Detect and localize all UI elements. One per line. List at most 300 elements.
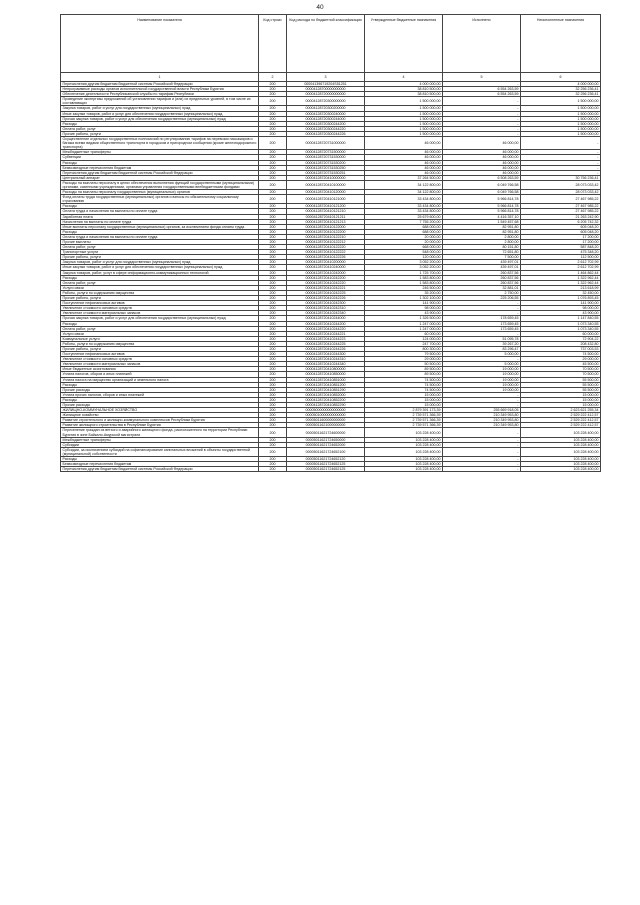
row-executed-cell: - xyxy=(443,442,521,447)
row-unexecuted-cell: 55 500,00 xyxy=(521,387,601,392)
row-executed-cell: - xyxy=(443,306,521,311)
row-kbk-code-cell: 00004128720410850000 xyxy=(287,372,365,377)
row-approved-cell: 688 000,00 xyxy=(365,224,443,229)
row-unexecuted-cell: 475 348,20 xyxy=(521,250,601,255)
row-approved-cell: 2 879 391 173,39 xyxy=(365,408,443,413)
row-kbk-code-cell: 000041396719204S51251 xyxy=(287,82,365,87)
row-executed-cell: - xyxy=(443,131,521,136)
row-executed-cell: - xyxy=(443,437,521,442)
row-unexecuted-cell: 1 500 000,00 xyxy=(521,121,601,126)
row-executed-cell: 82 951,80 xyxy=(443,229,521,234)
row-approved-cell: 46 000,00 xyxy=(365,155,443,160)
column-numbers-row xyxy=(61,73,601,82)
row-executed-cell: 1 549 457,68 xyxy=(443,219,521,224)
row-unexecuted-cell: 605 048,20 xyxy=(521,224,601,229)
row-approved-cell: 37 264 500,00 xyxy=(365,175,443,180)
row-name-cell: Работы, услуги по содержанию имущества xyxy=(61,341,259,346)
row-approved-cell: 20 000,00 xyxy=(365,240,443,245)
row-kbk-code-cell: 00004128720731500000 xyxy=(287,150,365,155)
row-kbk-code-cell: 00004128720000000000 xyxy=(287,92,365,97)
row-unexecuted-cell: 2 529 222 412,57 xyxy=(521,418,601,423)
row-approved-cell: 50 500,00 xyxy=(365,362,443,367)
row-unexecuted-cell: 737 003,53 xyxy=(521,346,601,351)
row-kbk-code-cell: 00005011621724650000 xyxy=(287,437,365,442)
row-kbk-code-cell: 00004128720410121210 xyxy=(287,209,365,214)
row-approved-cell: 29 000,00 xyxy=(365,357,443,362)
row-name-cell: Прочие расходы xyxy=(61,387,259,392)
row-unexecuted-cell: 1 073 340,55 xyxy=(521,321,601,326)
row-name-cell: Иные выплаты персоналу государственных (муниципальных) органов, за исключением фонда оплаты труда xyxy=(61,224,259,229)
row-approved-cell: 103 228 400,00 xyxy=(365,467,443,472)
row-line-code-cell: 200 xyxy=(259,372,287,377)
row-approved-cell: 38 810 500,00 xyxy=(365,87,443,92)
row-kbk-code-cell: 00004128720410242225 xyxy=(287,290,365,295)
row-executed-cell: - xyxy=(443,428,521,437)
row-name-cell: Расходы xyxy=(61,121,259,126)
row-approved-cell: 1 302 100,00 xyxy=(365,296,443,301)
row-unexecuted-cell: 605 048,20 xyxy=(521,229,601,234)
row-kbk-code-cell: 00005011621724652120 xyxy=(287,457,365,462)
row-name-cell: Прочие выплаты xyxy=(61,240,259,245)
row-name-cell: Субвенции xyxy=(61,155,259,160)
row-name-cell: Увеличение стоимости основных средств xyxy=(61,306,259,311)
row-kbk-code-cell: 00004128720731530251 xyxy=(287,170,365,175)
row-kbk-code-cell: 00004128720410852290 xyxy=(287,403,365,408)
row-kbk-code-cell: 00004128720410851000 xyxy=(287,377,365,382)
row-unexecuted-cell: 103 228 400,00 xyxy=(521,467,601,472)
row-unexecuted-cell: 2 612 702,99 xyxy=(521,260,601,265)
row-kbk-code-cell: 00004128720410244200 xyxy=(287,321,365,326)
row-approved-cell: 34 122 800,00 xyxy=(365,180,443,189)
row-executed-cell: 46 000,00 xyxy=(443,170,521,175)
row-executed-cell: - xyxy=(443,397,521,402)
row-approved-cell: 74 500,00 xyxy=(365,377,443,382)
row-executed-cell: 19 000,00 xyxy=(443,382,521,387)
row-kbk-code-cell: 00004128720731530250 xyxy=(287,165,365,170)
row-kbk-code-cell: 00004128720410122200 xyxy=(287,229,365,234)
column-number: 2 xyxy=(259,73,287,82)
row-line-code-cell: 200 xyxy=(259,255,287,260)
row-unexecuted-cell: 1 500 000,00 xyxy=(521,97,601,106)
row-approved-cell: 668 000,00 xyxy=(365,245,443,250)
row-line-code-cell: 200 xyxy=(259,423,287,428)
table-row xyxy=(61,467,601,472)
row-executed-cell: 2 800,00 xyxy=(443,234,521,239)
row-approved-cell: 103 228 400,00 xyxy=(365,428,443,437)
row-approved-cell: 103 228 400,00 xyxy=(365,437,443,442)
row-unexecuted-cell: 17 200,00 xyxy=(521,234,601,239)
row-unexecuted-cell: - xyxy=(521,155,601,160)
row-line-code-cell: 200 xyxy=(259,180,287,189)
table-row xyxy=(61,428,601,437)
row-name-cell: Расходы xyxy=(61,397,259,402)
row-executed-cell: 39 267,20 xyxy=(443,341,521,346)
row-approved-cell: 43 900,00 xyxy=(365,311,443,316)
row-name-cell: Безвозмездные перечисления бюджетам xyxy=(61,165,259,170)
row-kbk-code-cell: 00004128720410122220 xyxy=(287,245,365,250)
row-approved-cell: 74 500,00 xyxy=(365,382,443,387)
row-line-code-cell: 200 xyxy=(259,413,287,418)
row-kbk-code-cell: 00004128720410242340 xyxy=(287,311,365,316)
row-executed-cell: 6 554 263,59 xyxy=(443,87,521,92)
row-unexecuted-cell: 2 529 222 412,57 xyxy=(521,413,601,418)
row-approved-cell: 1 725 700,00 xyxy=(365,270,443,275)
row-executed-cell: 5 966 814,78 xyxy=(443,204,521,209)
row-approved-cell: 33 434 800,00 xyxy=(365,209,443,214)
row-name-cell: Перечисления другим бюджетам бюджетной системы Российской Федерации xyxy=(61,467,259,472)
row-kbk-code-cell: 00005011621724652100 xyxy=(287,447,365,456)
row-line-code-cell: 200 xyxy=(259,457,287,462)
row-name-cell: Транспортные услуги xyxy=(61,250,259,255)
row-line-code-cell: 200 xyxy=(259,87,287,92)
row-line-code-cell: 200 xyxy=(259,229,287,234)
row-name-cell: Поступление нефинансовых активов xyxy=(61,301,259,306)
row-name-cell: Расходы xyxy=(61,457,259,462)
row-line-code-cell: 200 xyxy=(259,467,287,472)
row-name-cell: Услуги связи xyxy=(61,331,259,336)
row-name-cell: Межбюджетные трансферты xyxy=(61,437,259,442)
row-name-cell: Прочая закупка товаров, работ и услуг для обеспечения государственных (муниципальных) нужд xyxy=(61,316,259,321)
row-name-cell: Субсидии xyxy=(61,442,259,447)
row-line-code-cell: 200 xyxy=(259,346,287,351)
row-line-code-cell: 200 xyxy=(259,204,287,209)
row-executed-cell: - xyxy=(443,106,521,111)
header-name: Наименование показателя xyxy=(61,15,259,73)
row-unexecuted-cell: 6 205 742,32 xyxy=(521,219,601,224)
row-unexecuted-cell: 15 000,00 xyxy=(521,397,601,402)
row-line-code-cell: 200 xyxy=(259,382,287,387)
row-line-code-cell: 200 xyxy=(259,285,287,290)
row-executed-cell: - xyxy=(443,301,521,306)
row-kbk-code-cell: 00005011621724600000 xyxy=(287,428,365,437)
row-kbk-code-cell: 00004128720410242000 xyxy=(287,270,365,275)
row-kbk-code-cell: 00005011621000000000 xyxy=(287,423,365,428)
row-executed-cell: 6 049 766,58 xyxy=(443,190,521,195)
row-unexecuted-cell: - xyxy=(521,170,601,175)
header-approved: Утвержденные бюджетные назначения xyxy=(365,15,443,73)
row-name-cell: Непрограммные расходы органов исполнительной государственной власти Республики Бурятия xyxy=(61,87,259,92)
row-unexecuted-cell: 103 228 400,00 xyxy=(521,447,601,456)
row-approved-cell: 20 000,00 xyxy=(365,234,443,239)
row-name-cell: Безвозмездные перечисления бюджетам xyxy=(61,462,259,467)
row-name-cell: Фонд оплаты труда государственных (муниципальных) органов и взносы по обязательному социальному страхованию xyxy=(61,195,259,204)
row-unexecuted-cell: 4 000 000,00 xyxy=(521,82,601,87)
row-name-cell: Расходы xyxy=(61,275,259,280)
row-unexecuted-cell: 1 500 000,00 xyxy=(521,111,601,116)
row-name-cell: Оплата труда и начисления на выплаты по оплате труда xyxy=(61,209,259,214)
row-kbk-code-cell: 00004128720410242221 xyxy=(287,285,365,290)
row-executed-cell: 178 659,45 xyxy=(443,316,521,321)
row-line-code-cell: 200 xyxy=(259,97,287,106)
row-approved-cell: 1 500 000,00 xyxy=(365,97,443,106)
row-executed-cell: 46 000,00 xyxy=(443,165,521,170)
row-line-code-cell: 200 xyxy=(259,214,287,219)
row-approved-cell: 46 000,00 xyxy=(365,137,443,150)
row-approved-cell: 98 000,00 xyxy=(365,306,443,311)
row-line-code-cell: 200 xyxy=(259,224,287,229)
row-unexecuted-cell: 141 900,00 xyxy=(521,301,601,306)
row-unexecuted-cell: 1 500 000,00 xyxy=(521,126,601,131)
row-kbk-code-cell: 00004128720410800000 xyxy=(287,367,365,372)
row-executed-cell: 19 000,00 xyxy=(443,377,521,382)
row-executed-cell: 6 508 263,59 xyxy=(443,175,521,180)
row-approved-cell: 3 052 200,00 xyxy=(365,265,443,270)
row-kbk-code-cell: 00004128720410242300 xyxy=(287,301,365,306)
row-kbk-code-cell: 00005011621724652000 xyxy=(287,442,365,447)
row-unexecuted-cell: 2 623 621 255,34 xyxy=(521,408,601,413)
row-name-cell: Прочие расходы xyxy=(61,403,259,408)
row-unexecuted-cell: 45 500,00 xyxy=(521,362,601,367)
row-unexecuted-cell: 1 147 840,55 xyxy=(521,316,601,321)
row-line-code-cell: 200 xyxy=(259,92,287,97)
row-executed-cell: 5 966 814,78 xyxy=(443,209,521,214)
row-line-code-cell: 200 xyxy=(259,270,287,275)
column-number: 6 xyxy=(521,73,601,82)
row-unexecuted-cell: 1 073 340,55 xyxy=(521,326,601,331)
row-unexecuted-cell: 1 322 962,44 xyxy=(521,275,601,280)
row-executed-cell: - xyxy=(443,116,521,121)
row-name-cell: Увеличение стоимости основных средств xyxy=(61,357,259,362)
row-name-cell: Расходы на выплаты персоналу в целях обеспечения выполнения функций государственными (муниципальными) органами, казенными учреждениями, органами управления государственными внебюджетными фондами xyxy=(61,180,259,189)
row-line-code-cell: 200 xyxy=(259,362,287,367)
row-approved-cell: 1 500 000,00 xyxy=(365,121,443,126)
row-name-cell: Оплата работ, услуг xyxy=(61,326,259,331)
row-name-cell: Уплата налога на имущество организаций и земельного налога xyxy=(61,377,259,382)
table-row xyxy=(61,195,601,204)
row-executed-cell: 225 206,55 xyxy=(443,296,521,301)
row-approved-cell: 1 247 000,00 xyxy=(365,326,443,331)
row-executed-cell: - xyxy=(443,311,521,316)
row-name-cell: Иные закупки товаров, работ и услуг для обеспечения государственных (муниципальных) нужд xyxy=(61,265,259,270)
row-executed-cell: - xyxy=(443,357,521,362)
row-unexecuted-cell: 70 500,00 xyxy=(521,367,601,372)
row-line-code-cell: 200 xyxy=(259,290,287,295)
row-kbk-code-cell: 00004128720410242226 xyxy=(287,296,365,301)
row-name-cell: Развитие жилищного строительства в Республике Бурятия xyxy=(61,423,259,428)
row-line-code-cell: 200 xyxy=(259,462,287,467)
row-kbk-code-cell: 00004128720410851200 xyxy=(287,382,365,387)
row-approved-cell: 1 500 000,00 xyxy=(365,116,443,121)
row-name-cell: Прочие работы, услуги xyxy=(61,255,259,260)
row-line-code-cell: 200 xyxy=(259,111,287,116)
row-unexecuted-cell: 1 322 962,44 xyxy=(521,280,601,285)
row-unexecuted-cell: 2 529 222 412,57 xyxy=(521,423,601,428)
row-kbk-code-cell: 00004128720410242200 xyxy=(287,275,365,280)
row-line-code-cell: 200 xyxy=(259,160,287,165)
row-kbk-code-cell: 00005010000000000000 xyxy=(287,413,365,418)
header-unexecuted: Неисполненные назначения xyxy=(521,15,601,73)
row-kbk-code-cell: 00004128720300244220 xyxy=(287,126,365,131)
row-executed-cell: 2 750,00 xyxy=(443,290,521,295)
column-number: 1 xyxy=(61,73,259,82)
row-unexecuted-cell: 70 500,00 xyxy=(521,372,601,377)
row-kbk-code-cell: 00004128720410122000 xyxy=(287,224,365,229)
row-kbk-code-cell: 00004128720731000000 xyxy=(287,137,365,150)
row-line-code-cell: 200 xyxy=(259,275,287,280)
row-name-cell: Иные закупки товаров, работ и услуг для обеспечения государственных (муниципальных) нужд xyxy=(61,111,259,116)
row-executed-cell: 51 095,78 xyxy=(443,336,521,341)
header-executed: Исполнено xyxy=(443,15,521,73)
row-unexecuted-cell: 74 500,00 xyxy=(521,352,601,357)
row-approved-cell: 33 434 800,00 xyxy=(365,195,443,204)
row-kbk-code-cell: 00004128720300240000 xyxy=(287,111,365,116)
row-executed-cell: 72 651,80 xyxy=(443,250,521,255)
row-approved-cell: 103 228 400,00 xyxy=(365,462,443,467)
row-name-cell: Услуги связи xyxy=(61,285,259,290)
row-line-code-cell: 200 xyxy=(259,175,287,180)
row-line-code-cell: 200 xyxy=(259,121,287,126)
row-executed-cell: 46 000,00 xyxy=(443,160,521,165)
row-executed-cell: 260 837,56 xyxy=(443,275,521,280)
row-name-cell: Увеличение стоимости материальных запасов xyxy=(61,362,259,367)
row-approved-cell: 1 500 000,00 xyxy=(365,126,443,131)
row-name-cell: Уплата налогов, сборов и иных платежей xyxy=(61,372,259,377)
row-name-cell: ЖИЛИЩНО-КОММУНАЛЬНОЕ ХОЗЯЙСТВО xyxy=(61,408,259,413)
row-approved-cell: 34 122 800,00 xyxy=(365,190,443,195)
row-unexecuted-cell: - xyxy=(521,165,601,170)
row-executed-cell: 82 951,80 xyxy=(443,224,521,229)
row-executed-cell: 19 000,00 xyxy=(443,372,521,377)
row-approved-cell: 1 500 000,00 xyxy=(365,131,443,136)
row-kbk-code-cell: 00004128720410122226 xyxy=(287,255,365,260)
row-kbk-code-cell: 00005011621724652125 xyxy=(287,462,365,467)
row-line-code-cell: 200 xyxy=(259,260,287,265)
row-line-code-cell: 200 xyxy=(259,165,287,170)
row-unexecuted-cell: 587 848,20 xyxy=(521,245,601,250)
row-approved-cell: 1 326 500,00 xyxy=(365,316,443,321)
row-kbk-code-cell: 00004128720410244340 xyxy=(287,362,365,367)
row-name-cell: Расходы xyxy=(61,382,259,387)
row-approved-cell: 60 000,00 xyxy=(365,331,443,336)
row-line-code-cell: 200 xyxy=(259,301,287,306)
row-unexecuted-cell: 1 500 000,00 xyxy=(521,131,601,136)
row-name-cell: Поступление нефинансовых активов xyxy=(61,352,259,357)
row-executed-cell: 6 049 766,58 xyxy=(443,180,521,189)
row-unexecuted-cell: 55 500,00 xyxy=(521,377,601,382)
row-unexecuted-cell: 103 228 400,00 xyxy=(521,442,601,447)
row-approved-cell: 79 500,00 xyxy=(365,352,443,357)
row-line-code-cell: 200 xyxy=(259,392,287,397)
row-line-code-cell: 200 xyxy=(259,280,287,285)
row-executed-cell: - xyxy=(443,97,521,106)
row-unexecuted-cell: 27 467 985,22 xyxy=(521,209,601,214)
row-kbk-code-cell: 00004128720410244310 xyxy=(287,357,365,362)
row-line-code-cell: 200 xyxy=(259,437,287,442)
row-kbk-code-cell: 00004128720410122210 xyxy=(287,234,365,239)
row-unexecuted-cell: 98 000,00 xyxy=(521,306,601,311)
row-unexecuted-cell: 103 228 400,00 xyxy=(521,437,601,442)
row-kbk-code-cell: 00004128720410120000 xyxy=(287,190,365,195)
row-line-code-cell: 200 xyxy=(259,131,287,136)
row-executed-cell: 5 000,00 xyxy=(443,362,521,367)
row-executed-cell: 260 837,56 xyxy=(443,280,521,285)
row-executed-cell: 4 416 357,10 xyxy=(443,214,521,219)
row-approved-cell: 15 000,00 xyxy=(365,397,443,402)
row-unexecuted-cell: 103 228 400,00 xyxy=(521,457,601,462)
row-unexecuted-cell: 103 228 400,00 xyxy=(521,428,601,437)
row-unexecuted-cell: 60 000,00 xyxy=(521,331,601,336)
row-line-code-cell: 200 xyxy=(259,296,287,301)
row-name-cell: Расходы xyxy=(61,229,259,234)
row-unexecuted-cell: - xyxy=(521,160,601,165)
row-executed-cell: - xyxy=(443,126,521,131)
row-name-cell: Обеспечение деятельности Республиканской службы по тарифам Республики xyxy=(61,92,259,97)
row-executed-cell: 210 349 953,80 xyxy=(443,413,521,418)
row-approved-cell: 46 000,00 xyxy=(365,170,443,175)
row-approved-cell: 103 228 400,00 xyxy=(365,447,443,456)
row-approved-cell: 141 900,00 xyxy=(365,301,443,306)
budget-execution-table xyxy=(60,14,601,472)
row-line-code-cell: 200 xyxy=(259,336,287,341)
row-name-cell: Коммунальные услуги xyxy=(61,336,259,341)
row-executed-cell: 46 000,00 xyxy=(443,155,521,160)
row-kbk-code-cell: 00004128720410244226 xyxy=(287,346,365,351)
row-name-cell: Расходы xyxy=(61,160,259,165)
row-name-cell: Иные бюджетные ассигнования xyxy=(61,367,259,372)
row-kbk-code-cell: 00004128720300244000 xyxy=(287,116,365,121)
row-unexecuted-cell: 1 464 862,44 xyxy=(521,270,601,275)
row-unexecuted-cell: 27 467 985,22 xyxy=(521,195,601,204)
row-line-code-cell: 200 xyxy=(259,155,287,160)
row-executed-cell: - xyxy=(443,467,521,472)
row-line-code-cell: 200 xyxy=(259,397,287,402)
row-kbk-code-cell: 00004128720410200000 xyxy=(287,260,365,265)
row-name-cell: Работы, услуги по содержанию имущества xyxy=(61,290,259,295)
row-line-code-cell: 200 xyxy=(259,316,287,321)
row-unexecuted-cell: 72 904,22 xyxy=(521,336,601,341)
row-unexecuted-cell: 29 000,00 xyxy=(521,357,601,362)
row-approved-cell: 1 500 000,00 xyxy=(365,111,443,116)
row-approved-cell: 89 500,00 xyxy=(365,367,443,372)
row-kbk-code-cell: 00004128720410851290 xyxy=(287,387,365,392)
row-kbk-code-cell: 00004128720410244220 xyxy=(287,326,365,331)
row-name-cell: Закупка товаров, работ и услуг для государственных (муниципальных) нужд xyxy=(61,106,259,111)
row-executed-cell: 19 000,00 xyxy=(443,387,521,392)
row-executed-cell: 83 296,47 xyxy=(443,346,521,351)
row-unexecuted-cell: 32 256 236,41 xyxy=(521,87,601,92)
row-approved-cell: 800 300,00 xyxy=(365,346,443,351)
row-approved-cell: 15 000,00 xyxy=(365,403,443,408)
row-kbk-code-cell: 00004128720410242220 xyxy=(287,280,365,285)
row-approved-cell: 7 755 200,00 xyxy=(365,219,443,224)
row-approved-cell: 38 810 500,00 xyxy=(365,92,443,97)
row-executed-cell: 173 659,45 xyxy=(443,326,521,331)
row-kbk-code-cell: 00004128720410122222 xyxy=(287,250,365,255)
row-kbk-code-cell: 00004128720410121000 xyxy=(287,195,365,204)
row-unexecuted-cell: 21 263 242,90 xyxy=(521,214,601,219)
row-executed-cell: - xyxy=(443,447,521,456)
row-unexecuted-cell: 15 000,00 xyxy=(521,403,601,408)
row-kbk-code-cell: 00004128720410121200 xyxy=(287,204,365,209)
row-kbk-code-cell: 00004128720410242310 xyxy=(287,306,365,311)
row-executed-cell: 5 966 814,78 xyxy=(443,195,521,204)
row-name-cell: Межбюджетные трансферты xyxy=(61,150,259,155)
row-kbk-code-cell: 00004128720410121213 xyxy=(287,219,365,224)
row-approved-cell: 3 052 200,00 xyxy=(365,260,443,265)
row-executed-cell: 2 800,00 xyxy=(443,240,521,245)
row-name-cell: Заработная плата xyxy=(61,214,259,219)
row-kbk-code-cell: 00004128720410121211 xyxy=(287,214,365,219)
row-line-code-cell: 200 xyxy=(259,352,287,357)
table-row xyxy=(61,97,601,106)
row-name-cell: Перечисления другим бюджетам бюджетной системы Российской Федерации xyxy=(61,82,259,87)
row-kbk-code-cell: 00004128720410000000 xyxy=(287,175,365,180)
table-row xyxy=(61,447,601,456)
row-approved-cell: 4 000 000,00 xyxy=(365,82,443,87)
row-approved-cell: 35 200,00 xyxy=(365,290,443,295)
row-approved-cell: 2 739 571 366,39 xyxy=(365,423,443,428)
table-row xyxy=(61,180,601,189)
